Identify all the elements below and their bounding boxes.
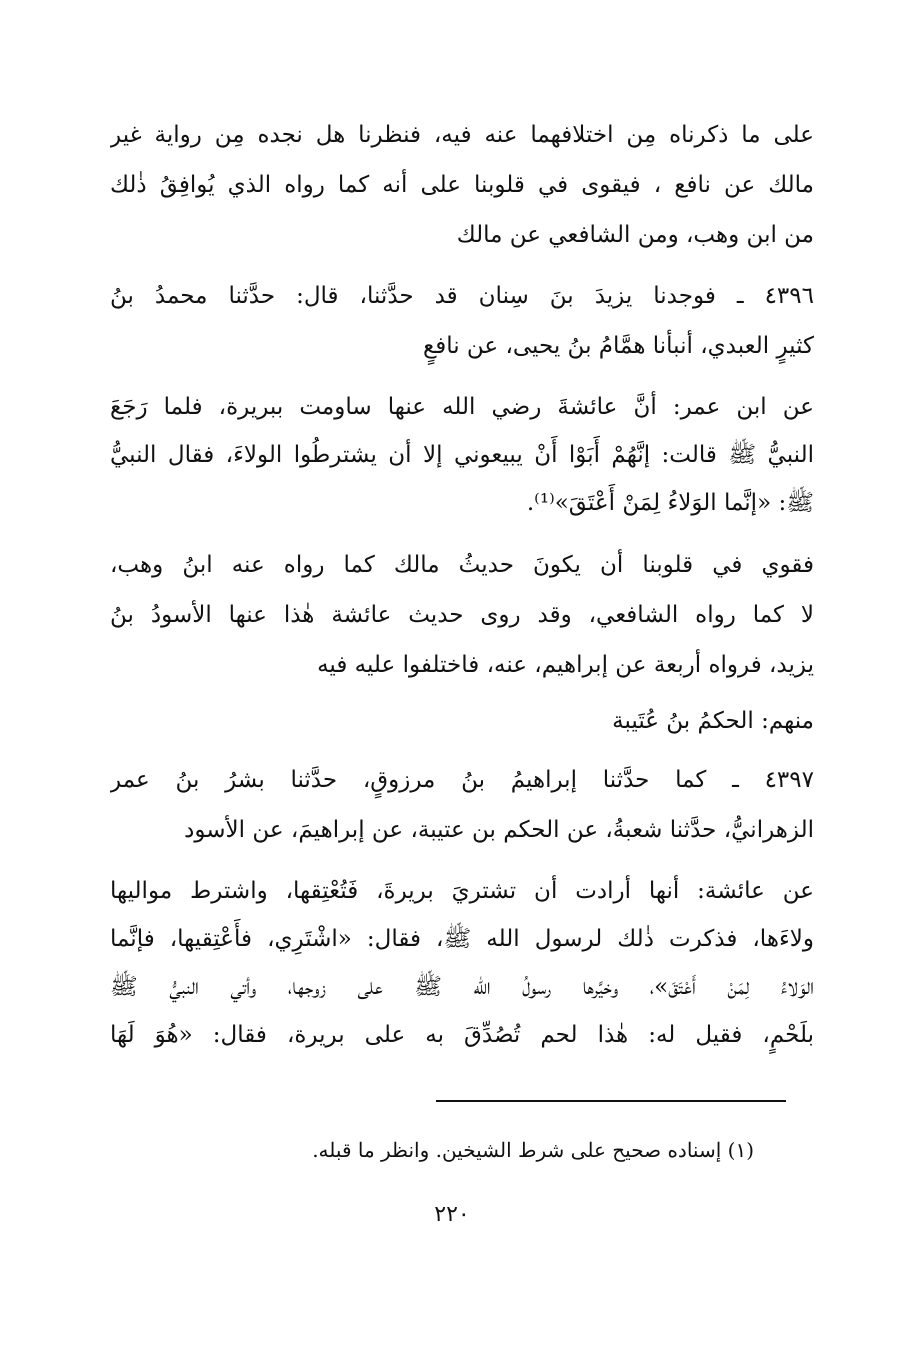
text-line: يزيد، فرواه أربعة عن إبراهيم، عنه، فاختلفوا عليه فيه xyxy=(317,652,814,678)
text-line: كثيرٍ العبدي، أنبأنا همَّامُ بنُ يحيى، عن نافعٍ xyxy=(422,333,814,359)
text-line: مالك عن نافع ، فيقوى في قلوبنا على أنه كما رواه الذي يُوافِقُ ذٰلك xyxy=(110,172,814,198)
text-line: ولاءَها، فذكرت ذٰلك لرسول الله ﷺ، فقال: «اشْتَرِي، فأَعْتِقيها، فإنَّما xyxy=(110,926,814,952)
text-line: منهم: الحكمُ بنُ عُتَيبة xyxy=(612,708,814,734)
footnote-separator xyxy=(436,1100,786,1102)
text-line: ﷺ: «إنَّما الوَلاءُ لِمَنْ أَعْتَقَ»⁽¹⁾. xyxy=(526,490,814,516)
text-line: عن ابن عمر: أنَّ عائشةَ رضي الله عنها ساومت ببريرة، فلما رَجَعَ xyxy=(110,394,814,420)
text-line: عن عائشة: أنها أرادت أن تشتريَ بريرةَ، فَتُعْتِقها، واشترط مواليها xyxy=(110,878,814,904)
text-line: الوَلاءُ لِمَنْ أَعْتَقَ»، وخيَّرها رسولُ الله ﷺ على زوجها، وأتي النبيُّ ﷺ xyxy=(110,974,814,1000)
text-line: بلَحْمٍ، فقيل له: هٰذا لحم تُصُدِّقَ به على بريرة، فقال: «هُوَ لَهَا xyxy=(110,1022,814,1048)
text-line: الزهرانيُّ، حدَّثنا شعبةُ، عن الحكم بن عتيبة، عن إبراهيمَ، عن الأسود xyxy=(184,817,814,843)
hadith-number-line: ٤٣٩٦ ـ فوجدنا يزيدَ بنَ سِنان قد حدَّثنا، قال: حدَّثنا محمدُ بنُ xyxy=(110,283,814,309)
text-line: من ابن وهب، ومن الشافعي عن مالك xyxy=(456,222,814,248)
text-line: على ما ذكرناه مِن اختلافهما عنه فيه، فنظرنا هل نجده مِن رواية غير xyxy=(110,122,814,148)
page-number: ٢٢٠ xyxy=(434,1202,470,1227)
hadith-number-line: ٤٣٩٧ ـ كما حدَّثنا إبراهيمُ بنُ مرزوقٍ، حدَّثنا بشرُ بنُ عمر xyxy=(110,767,814,793)
footnote: (١) إسناده صحيح على شرط الشيخين. وانظر ما قبله. xyxy=(312,1138,754,1162)
text-line: النبيُّ ﷺ قالت: إنَّهُمْ أَبَوْا أَنْ يبيعوني إلا أن يشترطُوا الولاءَ، فقال النبيُّ xyxy=(110,442,814,468)
text-line: لا كما رواه الشافعي، وقد روى حديث عائشة هٰذا عنها الأسودُ بنُ xyxy=(110,602,814,628)
text-line: فقوي في قلوبنا أن يكونَ حديثُ مالك كما رواه عنه ابنُ وهب، xyxy=(110,552,814,578)
